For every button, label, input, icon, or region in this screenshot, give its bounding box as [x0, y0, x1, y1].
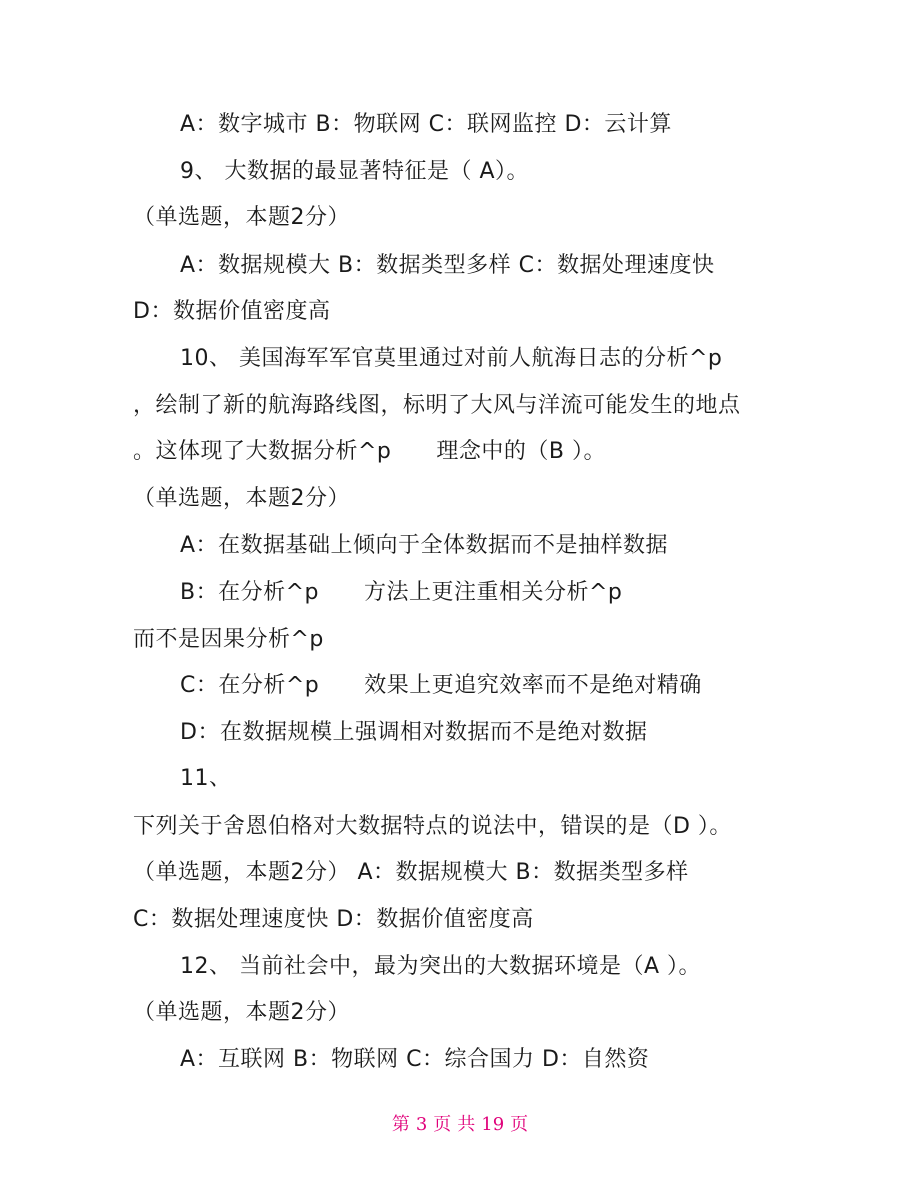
question-11-text: 下列关于舍恩伯格对大数据特点的说法中，错误的是（D ）。 — [133, 814, 732, 839]
question-12-type: （单选题，本题2分） — [133, 1000, 350, 1025]
option-10-b-line-2: 而不是因果分析^p — [133, 627, 324, 652]
footer-total-pages: 19 — [481, 1114, 505, 1135]
question-9: 9、 大数据的最显著特征是（ A）。 — [180, 159, 530, 184]
question-10-line-2: ，绘制了新的航海路线图，标明了大风与洋流可能发生的地点 — [133, 393, 741, 418]
options-line-q9-2: D：数据价值密度高 — [133, 299, 331, 324]
page-footer — [0, 1113, 920, 1137]
question-11-number: 11、 — [180, 766, 232, 791]
question-11-type-options: （单选题，本题2分） A：数据规模大 B：数据类型多样 — [133, 860, 689, 885]
question-10-line-1: 10、 美国海军军官莫里通过对前人航海日志的分析^p — [180, 346, 723, 371]
options-line-q9-1: A：数据规模大 B：数据类型多样 C：数据处理速度快 — [180, 253, 715, 278]
footer-di: 第 — [391, 1114, 410, 1135]
question-10-type: （单选题，本题2分） — [133, 486, 350, 511]
option-10-d: D：在数据规模上强调相对数据而不是绝对数据 — [180, 720, 648, 745]
options-line-q12: A：互联网 B：物联网 C：综合国力 D：自然资 — [180, 1047, 650, 1072]
option-10-b-line-1: B：在分析^p 方法上更注重相关分析^p — [180, 580, 623, 605]
question-10-line-3: 。这体现了大数据分析^p 理念中的（B ）。 — [133, 439, 606, 464]
footer-page-number: 3 — [415, 1114, 428, 1135]
question-9-type: （单选题，本题2分） — [133, 205, 350, 230]
footer-ye-2: 页 — [510, 1114, 529, 1135]
footer-ye: 页 — [433, 1114, 452, 1135]
question-11-options-2: C：数据处理速度快 D：数据价值密度高 — [133, 907, 534, 932]
options-line-q8: A：数字城市 B：物联网 C：联网监控 D：云计算 — [180, 112, 672, 137]
option-10-a: A：在数据基础上倾向于全体数据而不是抽样数据 — [180, 533, 669, 558]
option-10-c: C：在分析^p 效果上更追究效率而不是绝对精确 — [180, 673, 702, 698]
footer-gong: 共 — [457, 1114, 476, 1135]
question-12: 12、 当前社会中，最为突出的大数据环境是（A ）。 — [180, 954, 702, 979]
